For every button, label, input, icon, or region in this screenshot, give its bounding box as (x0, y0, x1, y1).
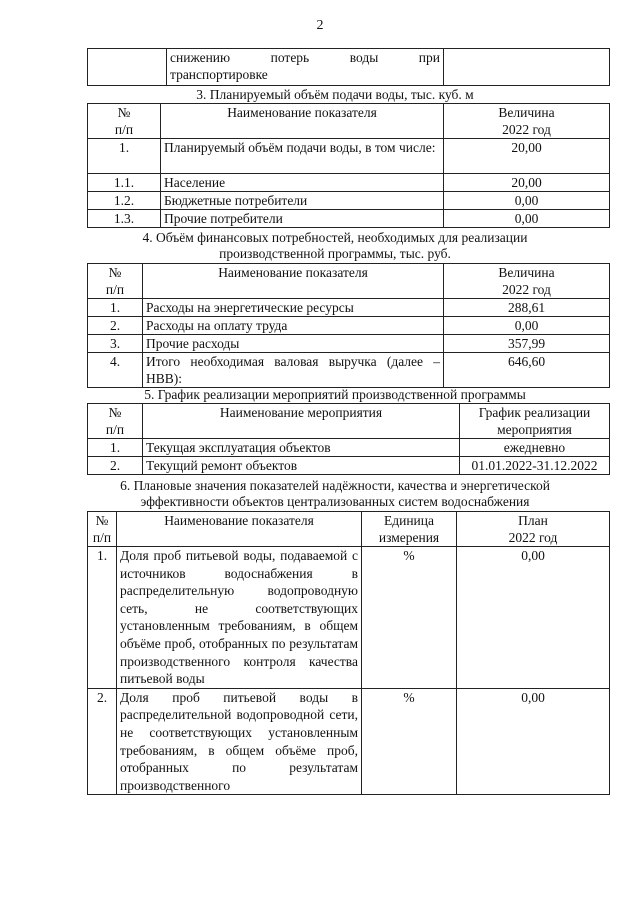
table-row (88, 299, 610, 317)
row-num: 1. (88, 439, 143, 457)
table-row (88, 547, 610, 689)
row-num: 1. (88, 139, 161, 174)
row-num: 2. (88, 317, 143, 335)
table-row (88, 192, 610, 210)
row-name: Текущая эксплуатация объектов (143, 439, 460, 457)
col-name-header: Наименование показателя (143, 264, 444, 299)
col-name-header: Наименование мероприятия (143, 404, 460, 439)
table-row (88, 210, 610, 228)
row-num: 1.1. (88, 174, 161, 192)
col-unit-header: Единица измерения (362, 512, 457, 547)
col-value-header: Величина 2022 год (444, 104, 610, 139)
fragment-line-1: снижению потерь воды при (170, 50, 440, 65)
section-6-title (60, 478, 610, 510)
col-num-header: № п/п (88, 512, 117, 547)
col-num-header: № п/п (88, 404, 143, 439)
page-number: 2 (316, 18, 324, 33)
top-fragment-table (87, 48, 610, 86)
fragment-text (167, 49, 444, 86)
row-name: Расходы на оплату труда (143, 317, 444, 335)
empty-cell (88, 49, 167, 86)
row-value: 20,00 (444, 174, 610, 192)
row-value: 0,00 (444, 317, 610, 335)
section-6-title-line-1: 6. Плановые значения показателей надёжности, качества и энергетической (120, 478, 550, 493)
row-name: Текущий ремонт объектов (143, 457, 460, 475)
row-value: 646,60 (444, 353, 610, 388)
row-name: Планируемый объём подачи воды, в том числе: (161, 139, 444, 174)
table-row (88, 139, 610, 174)
col-num-header: № п/п (88, 104, 161, 139)
section-6-title-line-2: эффективности объектов централизованных систем водоснабжения (140, 494, 530, 509)
row-num: 3. (88, 335, 143, 353)
section-4-title (60, 230, 610, 262)
row-value: 0,00 (444, 210, 610, 228)
row-name: Расходы на энергетические ресурсы (143, 299, 444, 317)
row-num: 1.2. (88, 192, 161, 210)
section-5-table (87, 403, 610, 475)
section-6-table (87, 511, 610, 795)
row-value: 01.01.2022-31.12.2022 (460, 457, 610, 475)
table-row (88, 353, 610, 388)
section-4-title-line-1: 4. Объём финансовых потребностей, необходимых для реализации (142, 230, 528, 245)
row-num: 1.3. (88, 210, 161, 228)
row-name: Население (161, 174, 444, 192)
table-row (88, 335, 610, 353)
col-schedule-header: График реализации мероприятия (460, 404, 610, 439)
empty-cell (444, 49, 610, 86)
section-4-title-line-2: производственной программы, тыс. руб. (219, 246, 451, 261)
table-row (88, 457, 610, 475)
row-value: 20,00 (444, 139, 610, 174)
row-value: 288,61 (444, 299, 610, 317)
col-plan-header: План 2022 год (457, 512, 610, 547)
col-name-header: Наименование показателя (117, 512, 362, 547)
row-value: 0,00 (457, 547, 610, 689)
table-row (88, 174, 610, 192)
row-name: Итого необходимая валовая выручка (далее – НВВ): (143, 353, 444, 388)
row-value: ежедневно (460, 439, 610, 457)
section-4-table (87, 263, 610, 388)
col-name-header: Наименование показателя (161, 104, 444, 139)
row-unit: % (362, 688, 457, 795)
row-name: Прочие расходы (143, 335, 444, 353)
row-num: 4. (88, 353, 143, 388)
col-num-header: № п/п (88, 264, 143, 299)
table-row (88, 317, 610, 335)
section-3-table (87, 103, 610, 228)
fragment-line-2: транспортировке (170, 67, 268, 82)
row-name: Бюджетные потребители (161, 192, 444, 210)
row-num: 2. (88, 457, 143, 475)
row-name: Доля проб питьевой воды, подаваемой с источников водоснабжения в распределительную водопроводную сеть, не соответствующих установленным требованиям, в общем объёме проб, отобранных по результатам производственного контроля качества питьевой воды (117, 547, 362, 689)
row-num: 1. (88, 299, 143, 317)
row-value: 0,00 (444, 192, 610, 210)
row-name: Прочие потребители (161, 210, 444, 228)
row-num: 2. (88, 688, 117, 795)
row-value: 357,99 (444, 335, 610, 353)
section-5-title: 5. График реализации мероприятий производственной программы (144, 387, 526, 402)
row-value: 0,00 (457, 688, 610, 795)
row-unit: % (362, 547, 457, 689)
table-row (88, 688, 610, 795)
table-row (88, 439, 610, 457)
row-num: 1. (88, 547, 117, 689)
section-3-title: 3. Планируемый объём подачи воды, тыс. куб. м (196, 87, 474, 102)
col-value-header: Величина 2022 год (444, 264, 610, 299)
row-name: Доля проб питьевой воды в распределительной водопроводной сети, не соответствующих установленным требованиям, в общем объёме проб, отобранных по результатам производственного (117, 688, 362, 795)
